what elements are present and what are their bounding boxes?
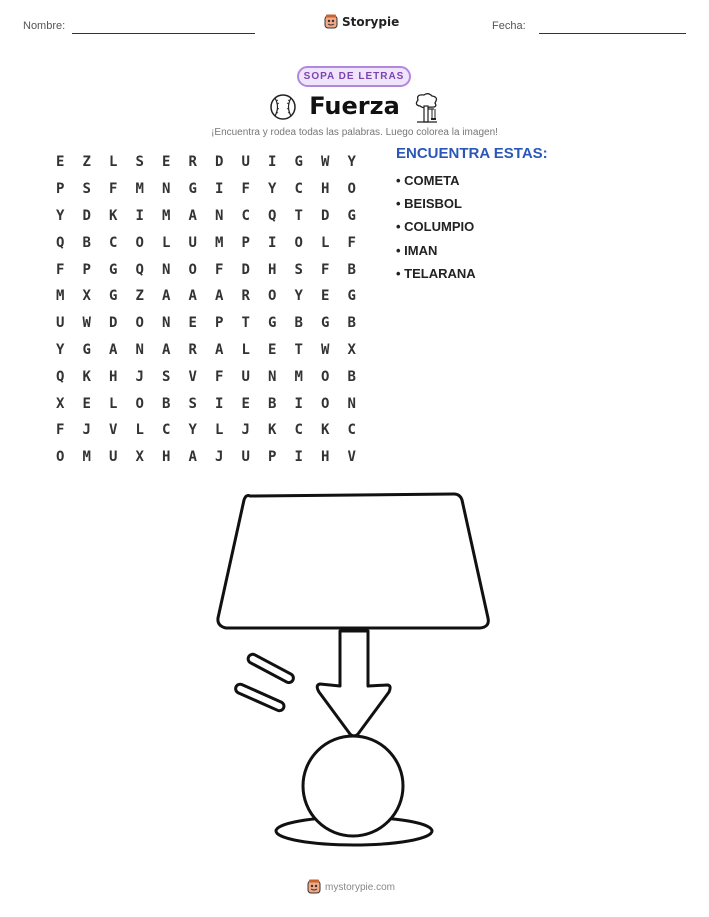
grid-letter[interactable]: N xyxy=(347,395,356,412)
grid-letter[interactable]: S xyxy=(82,181,91,198)
grid-letter[interactable]: E xyxy=(162,154,171,171)
grid-letter[interactable]: K xyxy=(268,422,277,439)
grid-letter[interactable]: B xyxy=(347,261,356,278)
grid-letter[interactable]: I xyxy=(268,154,277,171)
footer-url: mystorypie.com xyxy=(325,881,396,893)
grid-letter[interactable]: C xyxy=(294,422,303,439)
storypie-mascot-icon xyxy=(324,14,338,30)
grid-letter[interactable]: N xyxy=(135,341,144,358)
motion-line xyxy=(234,683,285,712)
grid-letter[interactable]: F xyxy=(241,181,250,198)
grid-letter[interactable]: N xyxy=(162,181,171,198)
grid-letter[interactable]: B xyxy=(268,395,277,412)
grid-letter[interactable]: F xyxy=(347,234,356,251)
grid-letter[interactable]: A xyxy=(109,341,118,358)
grid-letter[interactable]: H xyxy=(268,261,277,278)
grid-letter[interactable]: F xyxy=(215,368,224,385)
grid-letter[interactable]: G xyxy=(294,154,303,171)
grid-letter[interactable]: S xyxy=(135,154,144,171)
word-list-item: • COMETA xyxy=(396,173,460,188)
activity-badge: SOPA DE LETRAS xyxy=(297,66,411,87)
grid-letter[interactable]: M xyxy=(162,207,171,224)
grid-letter[interactable]: T xyxy=(294,341,303,358)
grid-letter[interactable]: B xyxy=(82,234,91,251)
grid-letter[interactable]: Q xyxy=(135,261,144,278)
grid-letter[interactable]: S xyxy=(188,395,197,412)
grid-letter[interactable]: V xyxy=(347,449,356,466)
motion-line xyxy=(247,653,295,684)
grid-letter[interactable]: A xyxy=(215,288,224,305)
lamp-coloring-illustration[interactable] xyxy=(210,488,500,848)
grid-letter[interactable]: J xyxy=(135,368,144,385)
page-title: Fuerza xyxy=(309,92,400,120)
grid-letter[interactable]: E xyxy=(241,395,250,412)
grid-letter[interactable]: F xyxy=(56,422,65,439)
grid-letter[interactable]: Z xyxy=(82,154,91,171)
grid-letter[interactable]: F xyxy=(321,261,330,278)
grid-letter[interactable]: L xyxy=(162,234,171,251)
footer-brand xyxy=(307,879,395,895)
grid-letter[interactable]: Q xyxy=(56,234,65,251)
grid-letter[interactable]: M xyxy=(215,234,224,251)
grid-letter[interactable]: F xyxy=(215,261,224,278)
grid-letter[interactable]: O xyxy=(135,234,144,251)
grid-letter[interactable]: Q xyxy=(56,368,65,385)
grid-letter[interactable]: O xyxy=(321,395,330,412)
grid-letter[interactable]: W xyxy=(82,315,91,332)
grid-letter[interactable]: G xyxy=(82,341,91,358)
grid-letter[interactable]: N xyxy=(215,207,224,224)
word-list-heading: ENCUENTRA ESTAS: xyxy=(396,145,548,162)
grid-letter[interactable]: D xyxy=(241,261,250,278)
grid-letter[interactable]: M xyxy=(294,368,303,385)
grid-letter[interactable]: G xyxy=(109,261,118,278)
grid-letter[interactable]: M xyxy=(135,181,144,198)
grid-letter[interactable]: F xyxy=(109,181,118,198)
grid-letter[interactable]: L xyxy=(215,422,224,439)
grid-letter[interactable]: V xyxy=(109,422,118,439)
grid-letter[interactable]: Q xyxy=(268,207,277,224)
grid-letter[interactable]: D xyxy=(82,207,91,224)
grid-letter[interactable]: J xyxy=(241,422,250,439)
brand-logo xyxy=(324,14,399,30)
date-label: Fecha: xyxy=(492,20,526,32)
grid-letter[interactable]: C xyxy=(241,207,250,224)
grid-letter[interactable]: L xyxy=(109,154,118,171)
grid-letter[interactable]: B xyxy=(347,315,356,332)
grid-letter[interactable]: O xyxy=(321,368,330,385)
word-list-item: • TELARANA xyxy=(396,265,476,281)
grid-letter[interactable]: O xyxy=(268,288,277,305)
grid-row xyxy=(47,390,367,417)
letter-grid xyxy=(47,149,367,471)
grid-letter[interactable]: D xyxy=(215,154,224,171)
grid-letter[interactable]: C xyxy=(109,234,118,251)
grid-letter[interactable]: E xyxy=(56,154,65,171)
grid-letter[interactable]: A xyxy=(215,341,224,358)
grid-letter[interactable]: P xyxy=(82,261,91,278)
grid-row xyxy=(47,283,367,310)
grid-letter[interactable]: H xyxy=(321,181,330,198)
grid-letter[interactable]: Y xyxy=(347,154,356,171)
grid-letter[interactable]: U xyxy=(109,449,118,466)
grid-letter[interactable]: P xyxy=(215,315,224,332)
word-list xyxy=(396,172,476,288)
grid-letter[interactable]: I xyxy=(294,449,303,466)
grid-letter[interactable]: A xyxy=(188,207,197,224)
grid-letter[interactable]: T xyxy=(241,315,250,332)
grid-letter[interactable]: X xyxy=(56,395,65,412)
grid-letter[interactable]: X xyxy=(347,341,356,358)
grid-letter[interactable]: E xyxy=(268,341,277,358)
grid-letter[interactable]: L xyxy=(135,422,144,439)
grid-letter[interactable]: O xyxy=(347,181,356,198)
grid-letter[interactable]: A xyxy=(188,449,197,466)
lamp-shade xyxy=(218,494,488,628)
grid-letter[interactable]: A xyxy=(188,288,197,305)
grid-letter[interactable]: I xyxy=(215,395,224,412)
grid-letter[interactable]: B xyxy=(294,315,303,332)
storypie-mascot-icon xyxy=(307,879,321,895)
grid-letter[interactable]: H xyxy=(109,368,118,385)
grid-letter[interactable]: K xyxy=(109,207,118,224)
grid-letter[interactable]: P xyxy=(56,181,65,198)
grid-letter[interactable]: G xyxy=(347,288,356,305)
grid-letter[interactable]: O xyxy=(135,395,144,412)
grid-row xyxy=(47,149,367,176)
grid-letter[interactable]: A xyxy=(162,341,171,358)
grid-letter[interactable]: G xyxy=(109,288,118,305)
grid-letter[interactable]: J xyxy=(82,422,91,439)
force-arrow xyxy=(317,631,390,736)
grid-letter[interactable]: S xyxy=(294,261,303,278)
grid-letter[interactable]: U xyxy=(56,315,65,332)
grid-letter[interactable]: O xyxy=(135,315,144,332)
grid-letter[interactable]: S xyxy=(162,368,171,385)
grid-letter[interactable]: I xyxy=(294,395,303,412)
grid-letter[interactable]: D xyxy=(109,315,118,332)
grid-letter[interactable]: I xyxy=(135,207,144,224)
grid-letter[interactable]: O xyxy=(188,261,197,278)
grid-letter[interactable]: P xyxy=(241,234,250,251)
grid-letter[interactable]: X xyxy=(135,449,144,466)
grid-letter[interactable]: U xyxy=(241,154,250,171)
name-label: Nombre: xyxy=(23,20,66,32)
grid-letter[interactable]: W xyxy=(321,341,330,358)
grid-letter[interactable]: A xyxy=(162,288,171,305)
grid-letter[interactable]: V xyxy=(188,368,197,385)
grid-letter[interactable]: C xyxy=(347,422,356,439)
instructions: ¡Encuentra y rodea todas las palabras. Luego colorea la imagen! xyxy=(211,127,498,138)
grid-letter[interactable]: U xyxy=(241,449,250,466)
name-line[interactable] xyxy=(72,33,255,34)
grid-letter[interactable]: I xyxy=(215,181,224,198)
grid-letter[interactable]: Y xyxy=(294,288,303,305)
grid-letter[interactable]: F xyxy=(56,261,65,278)
grid-letter[interactable]: J xyxy=(215,449,224,466)
grid-row xyxy=(47,444,367,471)
grid-row xyxy=(47,337,367,364)
grid-row xyxy=(47,256,367,283)
grid-letter[interactable]: R xyxy=(188,154,197,171)
grid-letter[interactable]: E xyxy=(82,395,91,412)
grid-row xyxy=(47,417,367,444)
word-list-item: • BEISBOL xyxy=(396,196,462,212)
grid-letter[interactable]: H xyxy=(321,449,330,466)
grid-letter[interactable]: D xyxy=(321,207,330,224)
grid-letter[interactable]: L xyxy=(109,395,118,412)
grid-letter[interactable]: Y xyxy=(268,181,277,198)
grid-letter[interactable]: X xyxy=(82,288,91,305)
grid-letter[interactable]: T xyxy=(294,207,303,224)
grid-row xyxy=(47,203,367,230)
grid-letter[interactable]: L xyxy=(241,341,250,358)
grid-letter[interactable]: E xyxy=(321,288,330,305)
word-list-item: • IMAN xyxy=(396,242,438,258)
grid-letter[interactable]: K xyxy=(321,422,330,439)
grid-letter[interactable]: N xyxy=(268,368,277,385)
grid-letter[interactable]: N xyxy=(162,315,171,332)
grid-row xyxy=(47,310,367,337)
grid-letter[interactable]: K xyxy=(82,368,91,385)
word-list-item: • COLUMPIO xyxy=(396,219,475,235)
grid-letter[interactable]: G xyxy=(188,181,197,198)
grid-letter[interactable]: I xyxy=(268,234,277,251)
grid-letter[interactable]: R xyxy=(188,341,197,358)
grid-letter[interactable]: M xyxy=(82,449,91,466)
grid-letter[interactable]: C xyxy=(294,181,303,198)
grid-letter[interactable]: B xyxy=(162,395,171,412)
lamp-globe xyxy=(303,736,403,836)
grid-letter[interactable]: G xyxy=(268,315,277,332)
grid-letter[interactable]: C xyxy=(162,422,171,439)
grid-letter[interactable]: R xyxy=(241,288,250,305)
grid-letter[interactable]: U xyxy=(188,234,197,251)
grid-letter[interactable]: U xyxy=(241,368,250,385)
grid-letter[interactable]: Y xyxy=(56,341,65,358)
date-line[interactable] xyxy=(539,33,686,34)
grid-letter[interactable]: B xyxy=(347,368,356,385)
grid-letter[interactable]: Z xyxy=(135,288,144,305)
grid-letter[interactable]: N xyxy=(162,261,171,278)
grid-letter[interactable]: Y xyxy=(56,207,65,224)
grid-letter[interactable]: Y xyxy=(188,422,197,439)
grid-letter[interactable]: E xyxy=(188,315,197,332)
grid-row xyxy=(47,229,367,256)
grid-letter[interactable]: H xyxy=(162,449,171,466)
swing-tree-icon xyxy=(412,92,440,124)
grid-letter[interactable]: O xyxy=(56,449,65,466)
grid-letter[interactable]: O xyxy=(294,234,303,251)
grid-letter[interactable]: M xyxy=(56,288,65,305)
grid-row xyxy=(47,363,367,390)
grid-letter[interactable]: W xyxy=(321,154,330,171)
grid-letter[interactable]: G xyxy=(347,207,356,224)
grid-letter[interactable]: G xyxy=(321,315,330,332)
grid-letter[interactable]: L xyxy=(321,234,330,251)
grid-letter[interactable]: P xyxy=(268,449,277,466)
grid-row xyxy=(47,176,367,203)
brand-name: Storypie xyxy=(342,15,400,29)
